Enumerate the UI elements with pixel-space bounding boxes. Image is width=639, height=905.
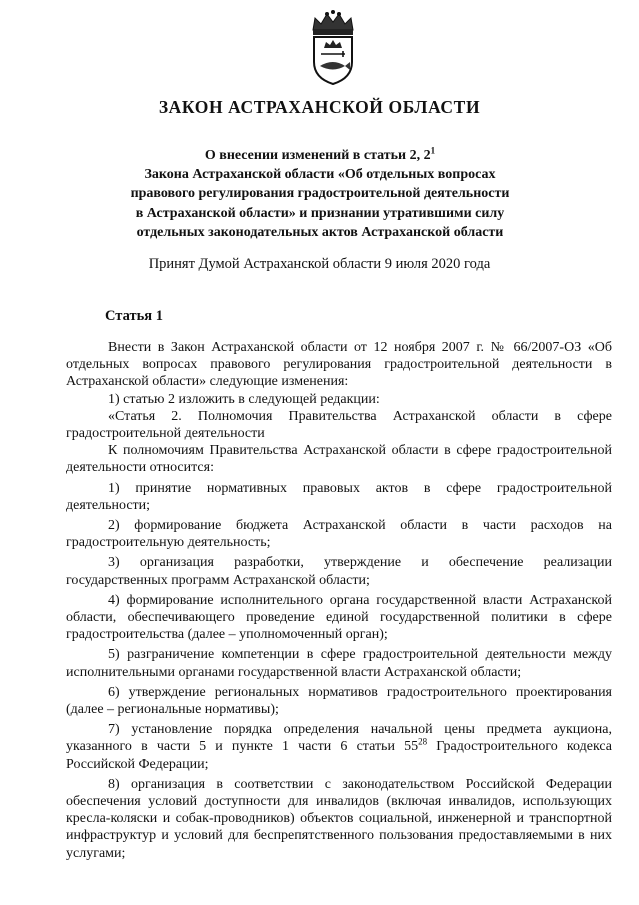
power-item-1: 1) принятие нормативных правовых актов в сфере градостроительной деятельности;	[66, 480, 612, 513]
article-heading: Статья 1	[105, 308, 163, 324]
power-item-3: 3) организация разработки, утверждение и обеспечение реализации государственных программ Астраханской области;	[66, 555, 612, 588]
article-number-superscript: 28	[418, 736, 428, 747]
law-subject	[60, 146, 580, 242]
power-item-5: 5) разграничение компетенции в сфере градостроительной деятельности между исполнительными органами государственной власти Астраханской области;	[66, 647, 612, 680]
adoption-note: Принят Думой Астраханской области 9 июля 2020 года	[148, 256, 491, 272]
power-item-6: 6) утверждение региональных нормативов градостроительного проектирования (далее – региональные нормативы);	[66, 684, 612, 718]
subject-line-5: отдельных законодательных актов Астраханской области	[136, 224, 504, 240]
article-2-intro: К полномочиям Правительства Астраханской области в сфере градостроительной деятельности относится:	[66, 443, 612, 476]
power-item-4: 4) формирование исполнительного органа государственной власти Астраханской области, обеспечивающего проведение единой государственной политики в сфере градостроительства (далее – уполномоченный орган);	[66, 592, 612, 643]
article-2-title: «Статья 2. Полномочия Правительства Астраханской области в сфере градостроительной деятельности	[66, 408, 612, 442]
power-item-7: 7) установление порядка определения начальной цены предмета аукциона, указанного в части 5 и пункте 1 части 6 статьи $55^{28}$ Градостроительного кодекса Российской Федерации;	[66, 722, 612, 772]
power-item-8: 8) организация в соответствии с законодательством Российской Федерации обеспечения условий доступности для инвалидов (включая инвалидов, использующих кресла-коляски и собак-проводников) объектов социальной, инженерной и транспортной инфраструктур и условий для беспрепятственного пользования предоставляемыми в них услугами;	[66, 776, 612, 861]
subject-line-4: в Астраханской области» и признании утратившими силу	[135, 205, 505, 221]
article-body	[66, 339, 612, 862]
coat-of-arms-icon	[305, 10, 361, 86]
subject-line-1: О внесении изменений в статьи 2, $2^1$	[204, 145, 436, 163]
power-item-2: 2) формирование бюджета Астраханской области в части расходов на градостроительную деятельность;	[66, 518, 612, 551]
article-intro: Внести в Закон Астраханской области от 12 ноября 2007 г. № 66/2007-ОЗ «Об отдельных вопросах правового регулирования градостроительной деятельности в Астраханской области» следующие изменения:	[66, 340, 612, 390]
subject-superscript: 1	[430, 145, 436, 156]
subject-line-3: правового регулирования градостроительной деятельности	[130, 186, 510, 202]
subject-line-2: Закона Астраханской области «Об отдельных вопросах	[144, 167, 496, 183]
law-title: ЗАКОН АСТРАХАНСКОЙ ОБЛАСТИ	[158, 97, 481, 117]
amendment-item-1: 1) статью 2 изложить в следующей редакции:	[108, 391, 380, 407]
